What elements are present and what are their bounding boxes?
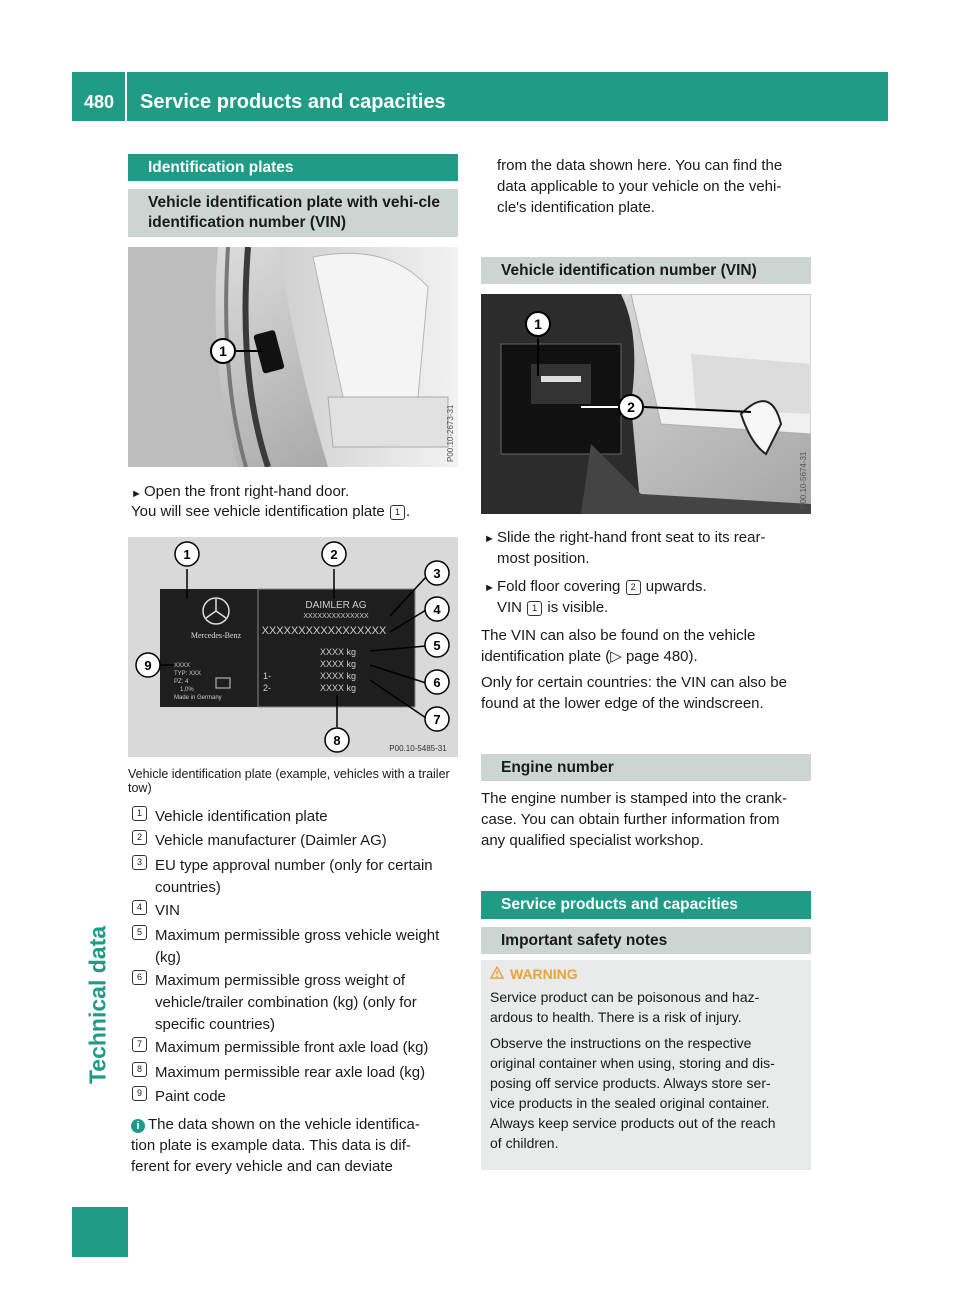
legend-item-5: 5 Maximum permissible gross vehicle weight (kg) <box>131 925 461 969</box>
plate-weight-4: XXXX kg <box>320 683 357 693</box>
plate-brand: Mercedes-Benz <box>190 631 242 640</box>
plate-weight-3: XXXX kg <box>320 671 357 681</box>
info-icon: i <box>131 1119 145 1133</box>
photo1-code: P00.10-2673-31 <box>446 404 455 462</box>
legend-item-4: 4 VIN <box>131 900 461 922</box>
plate-vin: XXXXXXXXXXXXXXXXX <box>261 625 387 637</box>
plate-small-5: Made in Germany <box>174 695 222 701</box>
header-divider <box>125 72 127 121</box>
plate-callout-2: 2 <box>330 547 338 562</box>
legend-item-8: 8 Maximum permissible rear axle load (kg) <box>131 1062 461 1084</box>
plate-callout-8: 8 <box>333 733 341 748</box>
plate-small-2: TYP: XXX <box>174 671 202 677</box>
section-title-identification-plates: Identification plates <box>128 154 458 181</box>
plate-diagram <box>128 537 458 757</box>
plate-callout-4: 4 <box>433 602 441 617</box>
plate-small-4: 1,0% <box>180 687 194 693</box>
side-tab-marker <box>72 1207 128 1257</box>
plate-code: P00.10-5485-31 <box>389 744 447 753</box>
engine-number-text: The engine number is stamped into the crank- case. You can obtain further information from any qualified specialist workshop. <box>481 790 787 849</box>
plate-callout-3: 3 <box>433 566 441 581</box>
floor-covering-photo <box>481 294 811 514</box>
ref-num: 1 <box>527 601 542 616</box>
header-title: Service products and capacities <box>140 91 446 113</box>
legend-item-2: 2 Vehicle manufacturer (Daimler AG) <box>131 830 461 852</box>
step-slide-seat: ► Slide the right-hand front seat to its rear- most position. <box>484 529 766 567</box>
side-tab-label: Technical data <box>84 925 111 1085</box>
plate-axle-1: 1- <box>263 671 272 681</box>
section-title-service-products: Service products and capacities <box>481 891 811 919</box>
plate-callout-5: 5 <box>433 638 441 653</box>
legend-item-3: 3 EU type approval number (only for certain countries) <box>131 855 461 899</box>
step-arrow-icon: ► <box>484 533 495 545</box>
windscreen-text: Only for certain countries: the VIN can also be found at the lower edge of the windscreen. <box>481 674 787 712</box>
section-title-engine-number: Engine number <box>481 754 811 781</box>
section-title-vin: Vehicle identification number (VIN) <box>481 257 811 284</box>
step-arrow-icon: ► <box>131 488 142 500</box>
warning-content: WARNING Service product can be poisonous and haz- ardous to health. There is a risk of injury. Observe the instructions on the respective original container when using, storing and dis- posing off service products. Always store ser- vice products in the sealed original container. Always keep service products out of the reach of children. <box>490 964 810 1153</box>
plate-callout-6: 6 <box>433 675 441 690</box>
photo2-callout-2: 2 <box>627 399 635 415</box>
plate-caption: Vehicle identification plate (example, vehicles with a trailer tow) <box>128 767 450 795</box>
warning-heading: WARNING <box>490 964 810 984</box>
plate-callout-1: 1 <box>183 547 191 562</box>
door-pillar-photo <box>128 247 458 467</box>
continued-text: from the data shown here. You can find the data applicable to your vehicle on the vehi- cle's identification plate. <box>497 157 783 216</box>
photo2-code: P00.10-5674-31 <box>799 451 808 509</box>
legend-item-1: 1 Vehicle identification plate <box>131 806 461 828</box>
ref-num: 2 <box>626 580 641 595</box>
step-open-door: ► Open the front right-hand door. You will see vehicle identification plate 1 . <box>131 483 411 520</box>
plate-weight-1: XXXX kg <box>320 647 357 657</box>
step-arrow-icon: ► <box>484 582 495 594</box>
plate-weight-2: XXXX kg <box>320 659 357 669</box>
subsection-title-vin-plate: Vehicle identification plate with vehi-cle identification number (VIN) <box>128 189 458 237</box>
plate-callout-9: 9 <box>144 658 152 673</box>
plate-type-approval: XXXXXXXXXXXXXX <box>303 613 369 620</box>
legend-item-7: 7 Maximum permissible front axle load (kg) <box>131 1037 461 1059</box>
plate-axle-2: 2- <box>263 683 272 693</box>
ref-num: 1 <box>390 505 405 520</box>
photo1-callout: 1 <box>219 343 227 359</box>
photo2-callout-1: 1 <box>534 316 542 332</box>
plate-callout-7: 7 <box>433 712 441 727</box>
legend-item-6: 6 Maximum permissible gross weight of vehicle/trailer combination (kg) (only for specific countries) <box>131 970 461 1036</box>
page-number: 480 <box>83 92 115 112</box>
info-note: i The data shown on the vehicle identifica- tion plate is example data. This data is dif- ferent for every vehicle and can deviate <box>131 1116 420 1175</box>
legend-item-9: 9 Paint code <box>131 1086 461 1108</box>
section-title-safety-notes: Important safety notes <box>481 927 811 954</box>
plate-small-1: XXXX <box>174 663 191 669</box>
plate-small-3: PZ: 4 <box>174 679 189 685</box>
warning-triangle-icon <box>490 964 504 984</box>
vin-location-text: The VIN can also be found on the vehicle identification plate (▷ page 480). <box>481 627 756 665</box>
page-ref-link[interactable]: identification plate (▷ page 480). <box>481 648 698 665</box>
plate-maker: DAIMLER AG <box>305 600 367 611</box>
step-fold-covering: ► Fold floor covering 2 upwards. VIN 1 is visible. <box>484 578 707 616</box>
